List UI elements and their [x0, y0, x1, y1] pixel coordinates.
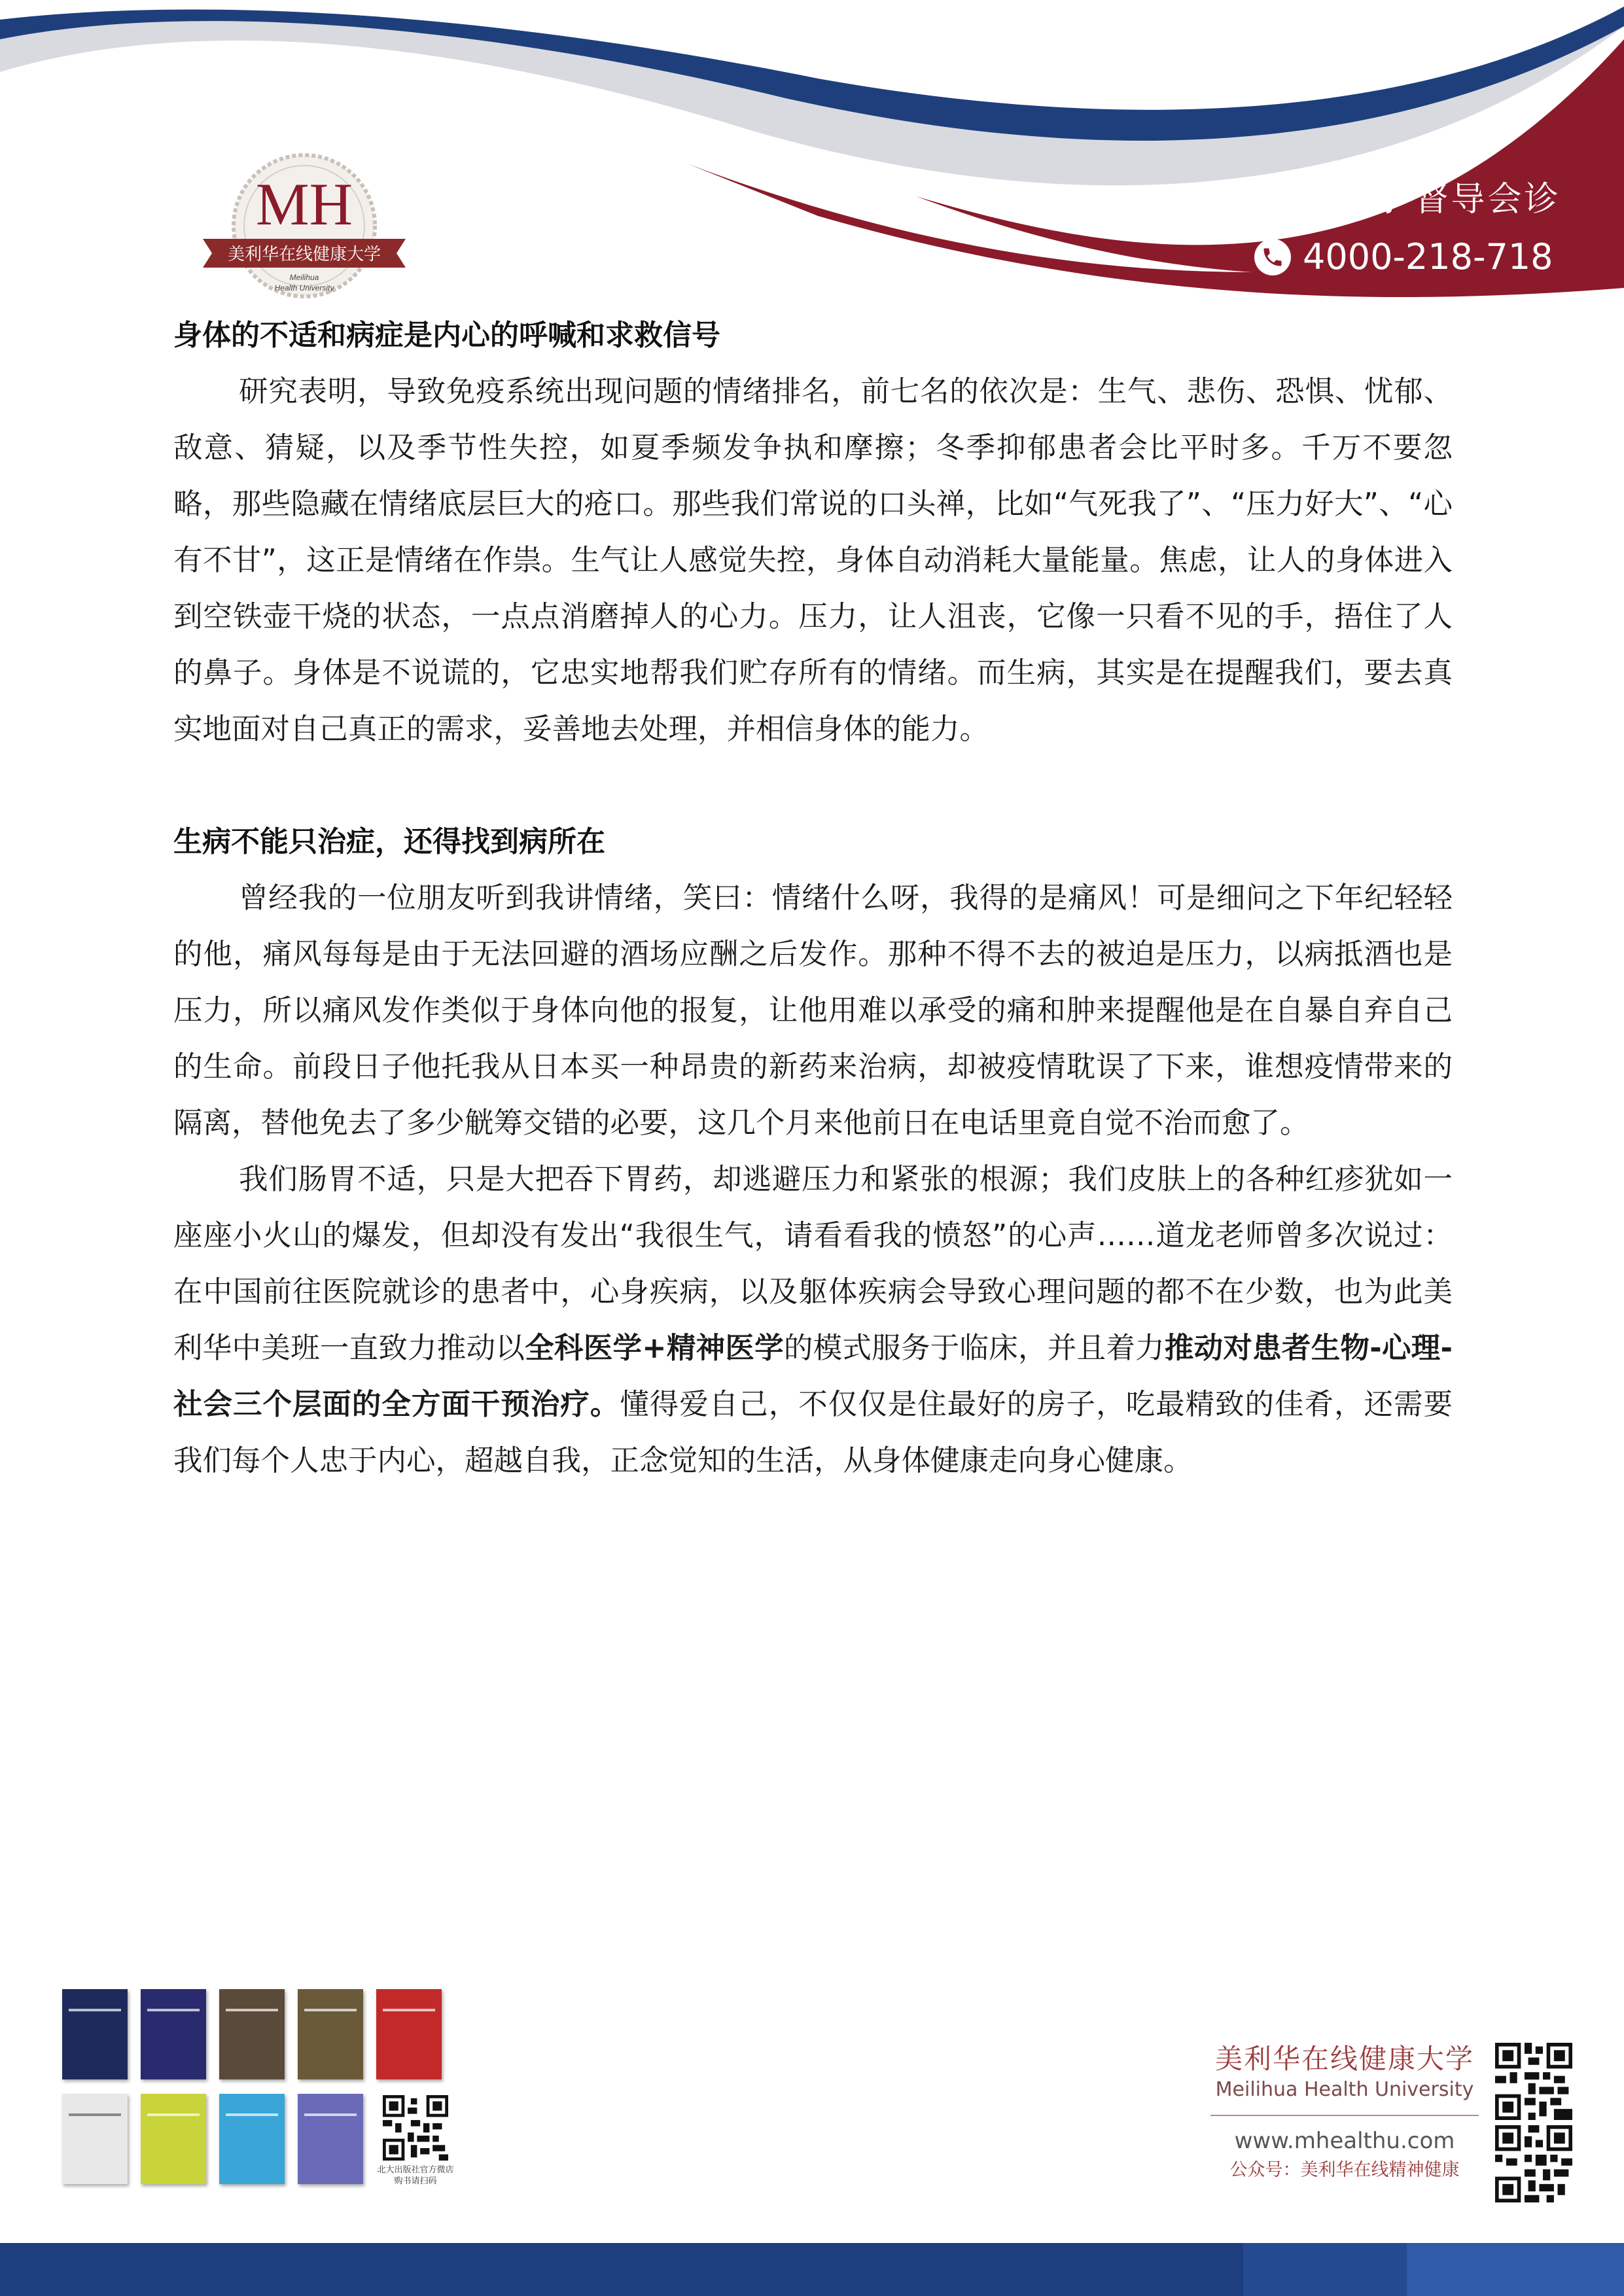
article-body: [173, 308, 1453, 1489]
caption-line: 北大出版社官方微店: [377, 2165, 454, 2175]
footer-divider: [1210, 2115, 1479, 2116]
svg-text:美利华在线健康大学: 美利华在线健康大学: [227, 245, 381, 264]
paragraph: 曾经我的一位朋友听到我讲情绪，笑曰：情绪什么呀，我得的是痛风！可是细问之下年纪轻轻的他，痛风每每是由于无法回避的酒场应酬之后发作。那种不得不去的被迫是压力，以病抵酒也是压力，所以痛风发作类似于身体向他的报复，让他用难以承受的痛和肿来提醒他是在自暴自弃自己的生命。前段日子他托我从日本买一种昂贵的新药来治病，却被疫情耽误了下来，谁想疫情带来的隔离，替他免去了多少觥筹交错的必要，这几个月来他前日在电话里竟自觉不治而愈了。: [173, 881, 1453, 1140]
phone-icon: [1254, 239, 1291, 275]
footer-brand-en: Meilihua Health University: [1215, 2078, 1474, 2101]
text-run: 的模式服务于临床，并且着力: [783, 1332, 1165, 1365]
book-cover[interactable]: [219, 1989, 285, 2079]
footer-wechat: 公众号：美利华在线精神健康: [1229, 2160, 1460, 2180]
footer-brand-cn: 美利华在线健康大学: [1214, 2043, 1474, 2075]
caption-line: 购书请扫码: [394, 2176, 437, 2186]
text-run: 懂得爱自己，不仅仅是住最好的房子，吃最精致的佳肴，还需要我们每个人忠于内心，超越自我，正念觉知的生活，从身体健康走向身心健康。: [173, 1388, 1453, 1477]
book-cover[interactable]: [62, 1989, 128, 2079]
bookstore-caption: [376, 2164, 455, 2187]
bookstore-qr-code[interactable]: [383, 2095, 448, 2161]
book-cover[interactable]: [62, 2094, 128, 2184]
svg-text:Health University: Health University: [274, 283, 334, 292]
header-contact: [1254, 177, 1562, 280]
book-cover[interactable]: [376, 1989, 442, 2079]
footer-bar: [0, 2243, 1624, 2296]
emphasis-text: 推动对患者生物-心理-社会三个层面的全方面干预治疗。: [173, 1332, 1453, 1421]
book-cover[interactable]: [298, 1989, 363, 2079]
footer-url-link[interactable]: www.mhealthu.com: [1234, 2128, 1455, 2154]
book-cover[interactable]: [298, 2094, 363, 2184]
header-slogan: 报名学习 督导会诊: [1254, 180, 1561, 219]
mh-logo: [196, 147, 412, 304]
svg-text:MH: MH: [255, 171, 353, 238]
emphasis-text: 全科医学+精神医学: [525, 1332, 784, 1365]
paragraph: 研究表明，导致免疫系统出现问题的情绪排名，前七名的依次是：生气、悲伤、恐惧、忧郁、敌意、猜疑，以及季节性失控，如夏季频发争执和摩擦；冬季抑郁患者会比平时多。千万不要忽略，那些隐藏在情绪底层巨大的疮口。那些我们常说的口头禅，比如“气死我了”、“压力好大”、“心有不甘”，这正是情绪在作祟。生气让人感觉失控，身体自动消耗大量能量。焦虑，让人的身体进入到空铁壶干烧的状态，一点点消磨掉人的心力。压力，让人沮丧，它像一只看不见的手，捂住了人的鼻子。身体是不说谎的，它忠实地帮我们贮存所有的情绪。而生病，其实是在提醒我们，要去真实地面对自己真正的需求，妥善地去处理，并相信身体的能力。: [173, 375, 1453, 746]
footer-brand: [1210, 2041, 1479, 2183]
book-cover[interactable]: [141, 2094, 206, 2184]
section-heading: 身体的不适和病症是内心的呼喊和求救信号: [173, 319, 720, 352]
book-cover[interactable]: [219, 2094, 285, 2184]
header-phone[interactable]: [1254, 234, 1562, 280]
section-spacer: [173, 758, 1453, 814]
book-shelf: [59, 1983, 465, 2199]
svg-text:Meilihua: Meilihua: [289, 273, 319, 282]
wechat-qr-code[interactable]: [1495, 2125, 1572, 2202]
phone-number: 4000-218-718: [1303, 236, 1553, 277]
paragraph-with-emphasis: [173, 1152, 1453, 1489]
text-run: 我们肠胃不适，只是大把吞下胃药，却逃避压力和紧张的根源；我们皮肤上的各种红疹犹如一座座小火山的爆发，但却没有发出“我很生气，请看看我的愤怒”的心声……道龙老师曾多次说过：在中国前往医院就诊的患者中，心身疾病，以及躯体疾病会导致心理问题的都不在少数，也为此美利华中美班一直致力推动以: [173, 1163, 1453, 1365]
book-cover[interactable]: [141, 1989, 206, 2079]
section-heading: 生病不能只治症，还得找到病所在: [173, 825, 605, 858]
website-qr-code[interactable]: [1495, 2043, 1572, 2120]
